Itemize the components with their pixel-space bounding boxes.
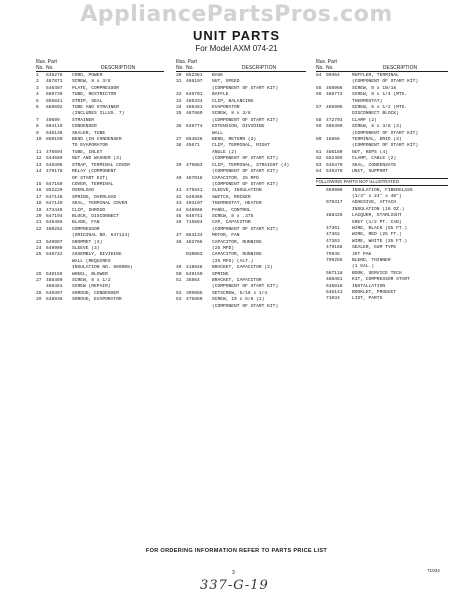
- illus-no: 40: [176, 175, 182, 181]
- illus-no: 38: [176, 143, 182, 149]
- part-no: 715894: [186, 220, 203, 226]
- part-description: BASE: [212, 73, 224, 78]
- part-description: (COMPONENT OF START KIT): [212, 117, 279, 123]
- illus-no: 1: [36, 73, 39, 78]
- illus-no: 37: [176, 137, 182, 143]
- part-no: 35864: [186, 278, 200, 283]
- part-description: GROMMET (3): [72, 239, 103, 245]
- parts-list: [36, 73, 164, 304]
- part-description: ANGLE (2): [212, 149, 237, 155]
- part-no: R20083: [186, 252, 203, 258]
- part-no: 486461: [186, 105, 203, 111]
- illus-no: 24: [36, 245, 42, 251]
- part-description: WIRE, RED (25 FT.): [352, 232, 402, 238]
- part-no: 647150: [46, 181, 63, 187]
- part-description: SCREW, 6 x 1/2 (MTG.: [352, 105, 408, 111]
- part-description: BLEND, THINNER: [352, 257, 391, 263]
- part-description: SCREW, 8 x 3/8: [212, 111, 251, 117]
- part-description: (1 GAL.): [352, 264, 375, 270]
- part-row: [36, 297, 164, 303]
- part-description: BLADE, FAN: [72, 220, 100, 226]
- part-description: (COMPONENT OF START KIT): [352, 79, 419, 85]
- illus-no: 35: [176, 111, 182, 117]
- part-no: 853134: [186, 233, 203, 239]
- part-description: NUT, KEPS (4): [352, 149, 388, 155]
- part-description: TERMINAL, DRIO (3): [352, 137, 402, 143]
- part-description: COVER, TERMINAL: [72, 181, 114, 187]
- part-description: (COMPONENT OF START KIT): [212, 226, 279, 232]
- not-illustrated-header: FOLLOWING PARTS NOT ILLUSTRATED: [316, 178, 448, 186]
- part-no: 694119: [46, 124, 63, 130]
- part-no: 646791: [186, 92, 203, 98]
- part-description: NUT, SPEED: [212, 79, 240, 85]
- part-description: STRAINER: [72, 117, 95, 123]
- part-description: INSULATION NO. 669908): [72, 265, 133, 271]
- part-description: CONDENSER: [72, 124, 97, 130]
- part-description: (COMPONENT OF START KIT): [212, 156, 279, 162]
- part-description: NUT AND WASHER (3): [72, 156, 122, 162]
- part-no: 646276: [46, 73, 63, 78]
- part-row: [316, 169, 448, 175]
- illus-no: 26: [36, 271, 42, 277]
- part-no-header: No.: [186, 65, 194, 71]
- part-no: 648936: [46, 297, 63, 303]
- part-no: 652485: [326, 156, 343, 162]
- part-description: ADHESIVE, ATTACH: [352, 200, 397, 206]
- no-header: No.: [36, 65, 44, 71]
- part-description: EXTENSION, DIVIDING: [212, 124, 265, 130]
- part-description: WIRE, WHITE (35 FT.): [352, 238, 408, 244]
- part-no: 854626: [186, 137, 203, 143]
- part-no: 850199: [46, 137, 63, 143]
- part-no: 649379: [326, 169, 343, 175]
- part-description: BAFFLE: [212, 92, 229, 98]
- description-header: DESCRIPTION: [100, 65, 136, 71]
- part-description: THERMOSTAT): [352, 98, 383, 104]
- part-no: 852229: [46, 188, 63, 194]
- illus-no: 29: [36, 297, 42, 303]
- part-description: SCREW (REPAIR): [72, 284, 111, 290]
- part-no: 419848: [186, 265, 203, 271]
- part-no: 649774: [186, 124, 203, 130]
- illus-no: 8: [36, 124, 39, 130]
- part-no-header: No.: [326, 65, 334, 71]
- part-no: 645470: [326, 162, 343, 168]
- part-no: 47361: [326, 225, 340, 231]
- part-no: 79945: [326, 251, 340, 257]
- part-description: SEALER, TUBE: [72, 130, 106, 136]
- part-description: (COMPONENT OF START KIT): [352, 143, 419, 149]
- part-row: [176, 304, 306, 310]
- part-no: 90464: [326, 73, 340, 78]
- part-description: (COMPONENT OF START KIT): [212, 303, 279, 309]
- part-description: CAP, CAPACITOR: [212, 220, 251, 226]
- part-no: 646136: [46, 130, 63, 136]
- part-description: (INCLUDES ILLUS. 7): [72, 111, 125, 117]
- part-no: 646141: [326, 290, 343, 295]
- part-no: 479883: [186, 162, 203, 168]
- illus-no: 7: [36, 117, 39, 123]
- part-no: 488966: [326, 85, 343, 91]
- illus-part-header: Illus. Part: [316, 59, 337, 65]
- part-description: PLATE, COMPRESSOR: [72, 85, 119, 91]
- parts-column-2: [176, 59, 306, 310]
- part-no: 485334: [186, 98, 203, 104]
- part-no-header: No.: [46, 65, 54, 71]
- illus-no: 51: [176, 278, 182, 283]
- illus-no: 32: [176, 92, 182, 98]
- illus-no: 63: [316, 162, 322, 168]
- part-description: TUBE, RESTRICTOR: [72, 92, 117, 98]
- illus-no: 59: [316, 124, 322, 130]
- part-no: 473445: [46, 207, 63, 213]
- illus-no: 18: [36, 201, 42, 207]
- parts-list: [316, 73, 448, 176]
- illus-no: 55: [316, 85, 322, 91]
- illus-no: 52: [176, 290, 182, 296]
- part-no: 648398: [46, 162, 63, 168]
- part-description: UNIT, SUPPORT: [352, 169, 388, 175]
- part-description: WHEEL, BLOWER: [72, 271, 108, 277]
- illus-no: 57: [316, 105, 322, 111]
- ordering-footer: FOR ORDERING INFORMATION REFER TO PARTS PRICE LIST: [145, 548, 328, 554]
- part-no: 49699: [46, 117, 60, 123]
- part-description: MUFFLER, TERMINAL: [352, 73, 399, 78]
- part-no: 47362: [326, 232, 340, 238]
- part-no: 970317: [326, 200, 343, 206]
- part-description: SCREW, 8 x 3/8 (3): [352, 124, 402, 130]
- part-description: LACQUER, STARLIGHT: [352, 213, 402, 219]
- illus-no: 20: [36, 213, 42, 219]
- part-description: SWITCH, ROCKER: [212, 194, 251, 200]
- part-no: 649997: [46, 239, 63, 245]
- part-description: (COMPONENT OF START KIT): [212, 169, 279, 175]
- part-description: KIT, COMPRESSOR START: [352, 277, 410, 283]
- part-description: SEALER, GUM TYPE: [352, 245, 397, 251]
- illus-no: 2: [36, 79, 39, 85]
- part-row: [316, 296, 448, 302]
- part-description: PANEL, CONTROL: [212, 207, 251, 213]
- part-description: BRACKET, CAPACITOR: [212, 278, 262, 283]
- part-no: 680739: [46, 92, 63, 98]
- part-description: TUBE AND STRAINER: [72, 105, 119, 111]
- no-header: No.: [316, 65, 324, 71]
- illus-no: 14: [36, 169, 42, 175]
- illus-no: 30: [176, 73, 182, 78]
- part-description: INSULATION (16 OZ.): [352, 206, 405, 212]
- part-description: (COMPONENT OF START KIT): [352, 130, 419, 136]
- illus-no: 13: [36, 162, 42, 168]
- part-no: 646741: [186, 213, 203, 219]
- part-description: WIRE, BLACK (55 FT.): [352, 225, 408, 231]
- part-description: SLEEVE (3): [72, 245, 100, 251]
- part-no: 488426: [326, 213, 343, 219]
- illus-no: 49: [176, 265, 182, 271]
- part-no: 486180: [326, 149, 343, 155]
- part-no: 488480: [46, 278, 63, 283]
- part-no: 486772: [326, 92, 343, 98]
- illus-no: 39: [176, 162, 182, 168]
- illus-no: 64: [316, 169, 322, 175]
- part-description: (COMPONENT OF START KIT): [212, 181, 279, 187]
- part-description: BEND, RETURN (3): [212, 137, 257, 143]
- part-description: SEAL, TERMINAL COVER: [72, 201, 128, 207]
- part-description: SCREW, 8 x 3/8: [72, 79, 111, 85]
- part-description: (25 MFD): [212, 245, 235, 251]
- part-no: 649397: [46, 290, 63, 296]
- part-description: TUBE, INLET: [72, 149, 103, 155]
- illus-no: 6: [36, 105, 39, 111]
- illus-no: 34: [176, 105, 182, 111]
- part-no: 485905: [326, 105, 343, 111]
- part-description: EVAPORATOR: [212, 105, 240, 111]
- page-subtitle: For Model AXM 074-21: [195, 44, 278, 53]
- parts-column-1: [36, 59, 164, 304]
- part-description: DISCONNECT BLOCK): [352, 111, 399, 117]
- illus-no: 31: [176, 79, 182, 85]
- part-description: (1/4" x 24" x 40"): [352, 193, 402, 199]
- illus-no: [316, 296, 326, 302]
- illus-no: 22: [36, 226, 42, 232]
- parts-list: [176, 73, 306, 310]
- page-number: 3: [232, 570, 235, 576]
- part-description: CLIP, TERMINAL, RIGHT: [212, 143, 270, 149]
- part-no: 47363: [326, 238, 340, 244]
- illus-part-header: Illus. Part: [36, 59, 57, 65]
- part-no: 472703: [326, 117, 343, 123]
- no-header: No.: [176, 65, 184, 71]
- part-no: 71034: [326, 296, 340, 302]
- part-description: TO EVAPORATOR: [72, 143, 108, 149]
- part-description: CLAMP, CABLE (2): [352, 156, 397, 162]
- illus-no: 43: [176, 201, 182, 207]
- illus-no: 12: [36, 156, 42, 162]
- illus-no: 10: [36, 137, 42, 143]
- part-description: (COMPONENT OF START KIT): [212, 284, 279, 290]
- watermark: AppliancePartsPros.com: [80, 2, 393, 27]
- part-no: 648742: [46, 252, 63, 258]
- part-description: CLIP, SHROUD: [72, 207, 106, 213]
- illus-no: 58: [316, 117, 322, 123]
- part-no: 852361: [186, 73, 203, 78]
- part-no: 403107: [186, 201, 203, 207]
- part-description: SLEEVE, INSULATION: [212, 188, 262, 194]
- illus-no: 21: [36, 220, 42, 226]
- part-no: 647149: [46, 201, 63, 207]
- illus-no: 46: [176, 220, 182, 226]
- part-no: 855841: [46, 98, 63, 104]
- part-no: 647148: [46, 194, 63, 200]
- part-description: CAPACITOR, RUNNING: [212, 239, 262, 245]
- part-no: 487869: [186, 111, 203, 117]
- illus-no: 56: [316, 92, 322, 98]
- part-no: 646497: [46, 85, 63, 91]
- part-description: STRIP, SEAL: [72, 98, 103, 104]
- part-description: (25 MFD) (ALT.): [212, 258, 254, 264]
- illus-no: 47: [176, 233, 182, 239]
- part-no: 544589: [46, 156, 63, 162]
- illus-no: 16: [36, 188, 42, 194]
- illus-no: 60: [316, 137, 322, 143]
- part-description: INSTALLATION: [352, 283, 386, 289]
- part-no: 395085: [186, 290, 203, 296]
- part-no: 475841: [186, 188, 203, 194]
- column-header: [316, 59, 448, 72]
- part-description: SCREW, 8 x .375: [212, 213, 254, 219]
- part-description: CAPACITOR, 25 MFD: [212, 175, 259, 181]
- part-no: 475860: [186, 297, 203, 303]
- part-description: SETSCREW, 5/16 x 1/4: [212, 290, 268, 296]
- part-description: JET PAK: [352, 251, 372, 257]
- illus-no: 4: [36, 92, 39, 98]
- illus-no: 17: [36, 194, 42, 200]
- part-no: 16856: [326, 137, 340, 143]
- illus-no: 3: [36, 85, 39, 91]
- part-description: OF START KIT): [72, 175, 108, 181]
- part-description: BOOKLET, PRODUCT: [352, 290, 397, 295]
- part-no: 45671: [186, 143, 200, 149]
- illus-no: 61: [316, 149, 322, 155]
- part-no: 479178: [46, 169, 63, 175]
- part-no: [186, 304, 212, 310]
- part-description: WALL: [212, 130, 224, 136]
- illus-no: 41: [176, 188, 182, 194]
- part-no: 649366: [186, 194, 203, 200]
- description-header: DESCRIPTION: [382, 65, 418, 71]
- part-description: INSULATION, FIBERGLASS: [352, 187, 413, 193]
- part-description: SHROUD, EVAPORATOR: [72, 297, 122, 303]
- part-no: 799255: [326, 257, 343, 263]
- column-header: [176, 59, 306, 72]
- parts-column-3: [316, 59, 448, 303]
- part-no: 482766: [186, 239, 203, 245]
- description-header: DESCRIPTION: [241, 65, 277, 71]
- part-no: 486197: [186, 79, 203, 85]
- handwritten-note: 337-G-19: [200, 578, 269, 593]
- illus-no: 5: [36, 98, 39, 104]
- part-description: CLAMP (2): [352, 117, 377, 123]
- illus-no: 36: [176, 124, 182, 130]
- part-no: 649909: [46, 245, 63, 251]
- part-description: RELAY (COMPONENT: [72, 169, 117, 175]
- illus-no: 27: [36, 278, 42, 283]
- illus-no: 28: [36, 290, 42, 296]
- part-no: 567118: [326, 270, 343, 276]
- illus-no: 45: [176, 213, 182, 219]
- part-description: THERMOSTAT, HEATER: [212, 201, 262, 207]
- part-no: 467018: [186, 175, 203, 181]
- part-description: SCREW, 8 x 10/16: [352, 85, 397, 91]
- part-description: STRAP, TERMINAL COVER: [72, 162, 130, 168]
- part-no: 648968: [186, 207, 203, 213]
- part-description: SPRING: [212, 271, 229, 277]
- illus-no: 62: [316, 156, 322, 162]
- part-description: CAPACITOR, RUNNING: [212, 252, 262, 258]
- part-description: COMPRESSOR: [72, 226, 100, 232]
- part-no: 595399: [326, 124, 343, 130]
- part-no: 488481: [46, 284, 63, 290]
- illus-no: 42: [176, 194, 182, 200]
- part-description: CLIP, BALANCING: [212, 98, 254, 104]
- part-no: 649159: [46, 271, 63, 277]
- not-illustrated-list: [316, 188, 448, 303]
- part-no: 480262: [46, 226, 63, 232]
- part-description: CLIP, TERMINAL, STRAIGHT (4): [212, 162, 290, 168]
- illus-no: 48: [176, 239, 182, 245]
- part-description: OVERLOAD: [72, 188, 95, 194]
- part-description: (ORIGINAL NO. 647124): [72, 233, 130, 239]
- part-description: SHROUD, CONDENSER: [72, 290, 119, 296]
- part-description: SCREW, 10 x 5/8 (2): [212, 297, 265, 303]
- illus-no: 23: [36, 239, 42, 245]
- part-description: GREY (1/2 PT. CAN): [352, 219, 402, 225]
- part-no: 649465: [46, 220, 63, 226]
- part-description: SPRING, OVERLOAD: [72, 194, 117, 200]
- illus-no: 33: [176, 98, 182, 104]
- part-description: SCREW, 8 x 1/2: [72, 278, 111, 283]
- illus-no: 19: [36, 207, 42, 213]
- part-no: 646918: [326, 283, 343, 289]
- illus-no: 11: [36, 149, 42, 155]
- part-description: WALL (REQUIRES: [72, 258, 111, 264]
- illus-no: 54: [316, 73, 322, 78]
- part-description: CORD, POWER: [72, 73, 103, 78]
- illus-no: 15: [36, 181, 42, 187]
- illus-no: 44: [176, 207, 182, 213]
- part-no: 479168: [326, 245, 343, 251]
- part-description: BEND (IN CONDENSER: [72, 137, 122, 143]
- part-no: 689692: [46, 105, 63, 111]
- part-description: ASSEMBLY, DIVIDING: [72, 252, 122, 258]
- part-description: BOOK, SERVICE TECH: [352, 270, 402, 276]
- illus-no: 25: [36, 252, 42, 258]
- part-no: 487871: [46, 79, 63, 85]
- page-code: 71034: [427, 568, 440, 573]
- illus-no: 9: [36, 130, 39, 136]
- part-description: BLOCK, DISCONNECT: [72, 213, 119, 219]
- part-no: 669908: [326, 187, 343, 193]
- page-title: UNIT PARTS: [192, 28, 281, 43]
- column-header: [36, 59, 164, 72]
- illus-part-header: Illus. Part: [176, 59, 197, 65]
- illus-no: 50: [176, 271, 182, 277]
- part-description: MOTOR, FAN: [212, 233, 240, 239]
- part-description: SCREW, 8 x 1/4 (MTG.: [352, 92, 408, 98]
- illus-no: 53: [176, 297, 182, 303]
- part-description: (COMPONENT OF START KIT): [212, 85, 279, 91]
- part-no: 488461: [326, 277, 343, 283]
- part-no: 647194: [46, 213, 63, 219]
- part-no: 649159: [186, 271, 203, 277]
- illus-no: [176, 304, 186, 310]
- part-description: BRACKET, CAPACITOR (2): [212, 265, 273, 271]
- part-description: SEAL, CONDENSATE: [352, 162, 397, 168]
- part-no: 476694: [46, 149, 63, 155]
- part-description: LIST, PARTS: [352, 296, 383, 302]
